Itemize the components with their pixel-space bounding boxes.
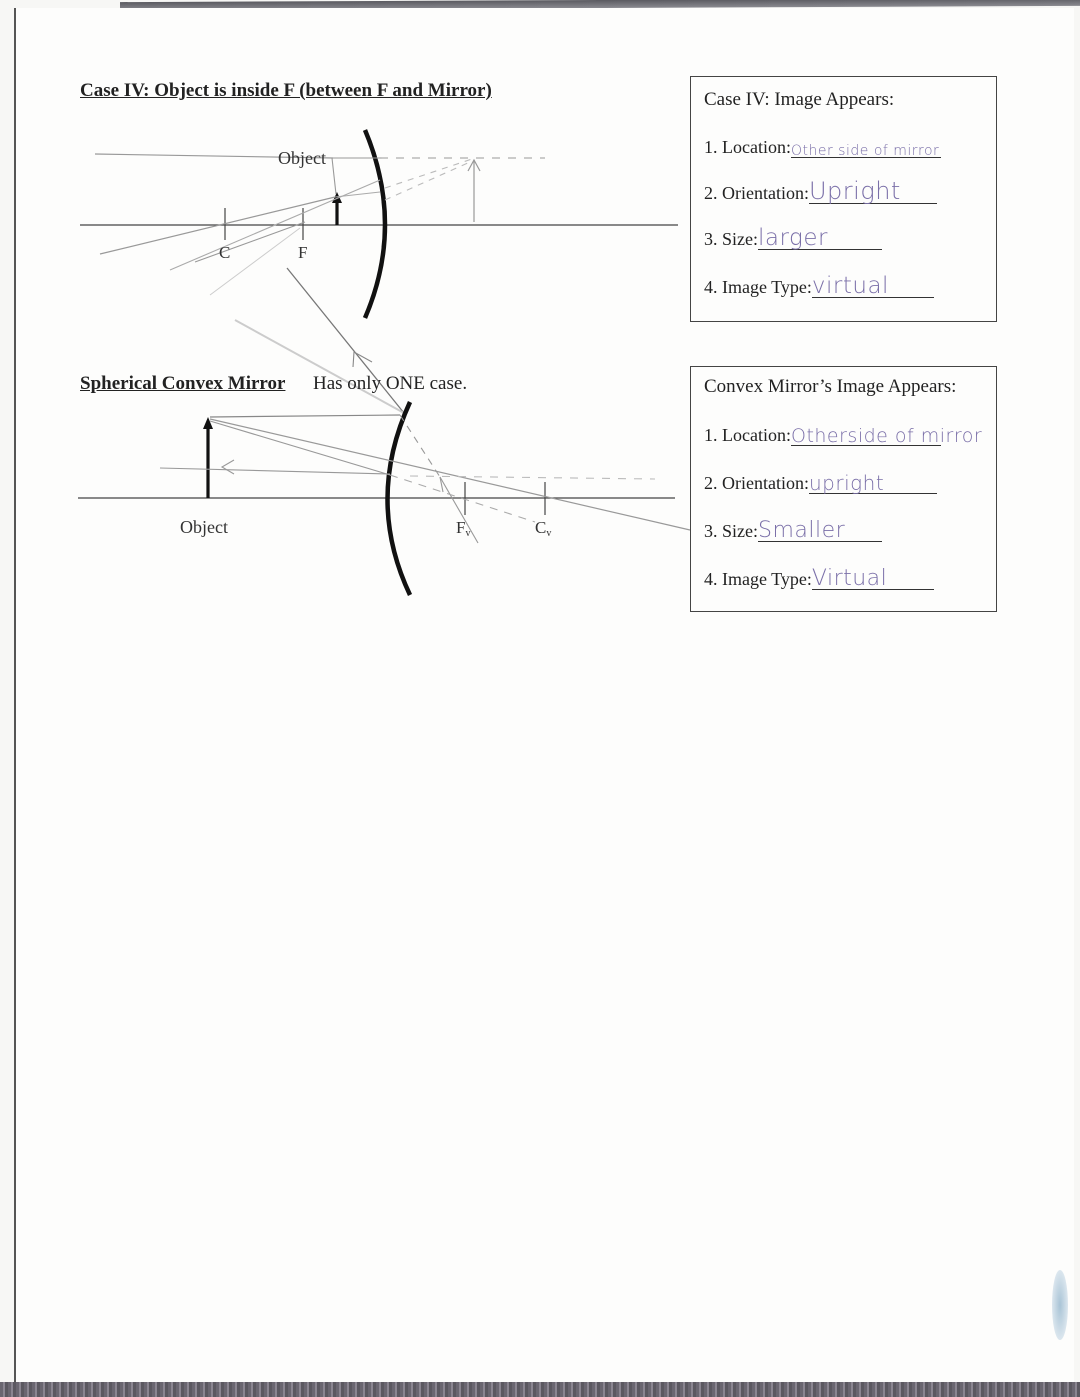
orientation-field[interactable]	[808, 177, 937, 205]
fv-label: Fv	[456, 518, 471, 539]
type-field[interactable]	[812, 275, 934, 298]
case-iv-orientation-row	[704, 177, 937, 205]
type-answer: virtual	[811, 273, 889, 299]
orientation-answer: Upright	[808, 177, 901, 205]
convex-location-row	[704, 423, 983, 447]
location-field[interactable]	[791, 135, 941, 158]
case-iv-answer-box	[690, 76, 997, 322]
size-answer: larger	[758, 225, 828, 251]
type-field[interactable]	[812, 567, 934, 590]
convex-diagram	[78, 402, 690, 595]
type-label: 4. Image Type:	[704, 277, 812, 297]
convex-subheading: Has only ONE case.	[313, 373, 468, 394]
case-iv-heading: Case IV: Object is inside F (between F and Mirror)	[80, 80, 492, 101]
case-iv-diagram	[80, 130, 678, 318]
size-field[interactable]	[758, 519, 882, 542]
location-label: 1. Location:	[704, 425, 791, 445]
size-answer: Smaller	[758, 518, 846, 543]
orientation-label: 2. Orientation:	[704, 183, 809, 203]
case-iv-location-row	[704, 135, 941, 158]
case-iv-object-label: Object	[278, 148, 326, 168]
convex-orientation-row	[704, 471, 937, 494]
scan-smudge	[1052, 1270, 1068, 1340]
case-iv-size-row	[704, 227, 882, 250]
scan-bottom-edge	[0, 1382, 1080, 1397]
orientation-label: 2. Orientation:	[704, 473, 809, 493]
location-answer: Otherside of mirror	[790, 425, 983, 447]
convex-answer-box	[690, 366, 997, 612]
case-iv-box-title: Case IV: Image Appears:	[704, 89, 895, 110]
type-label: 4. Image Type:	[704, 569, 812, 589]
case-iv-c-label: C	[219, 243, 231, 262]
location-answer: Other side of mirror	[790, 143, 940, 159]
case-iv-f-label: F	[298, 243, 308, 262]
size-label: 3. Size:	[704, 521, 758, 541]
case-iv-type-row	[704, 275, 934, 298]
orientation-field[interactable]	[809, 471, 937, 494]
cv-label: Cv	[535, 518, 552, 539]
convex-size-row	[704, 519, 882, 542]
location-field[interactable]	[790, 423, 983, 447]
convex-object-label: Object	[180, 517, 228, 537]
size-label: 3. Size:	[704, 229, 758, 249]
location-label: 1. Location:	[704, 137, 791, 157]
type-answer: Virtual	[811, 566, 888, 591]
size-field[interactable]	[758, 227, 882, 250]
convex-box-title: Convex Mirror’s Image Appears:	[704, 376, 957, 397]
convex-type-row	[704, 567, 934, 590]
orientation-answer: upright	[808, 471, 885, 495]
convex-heading: Spherical Convex Mirror	[80, 373, 286, 394]
